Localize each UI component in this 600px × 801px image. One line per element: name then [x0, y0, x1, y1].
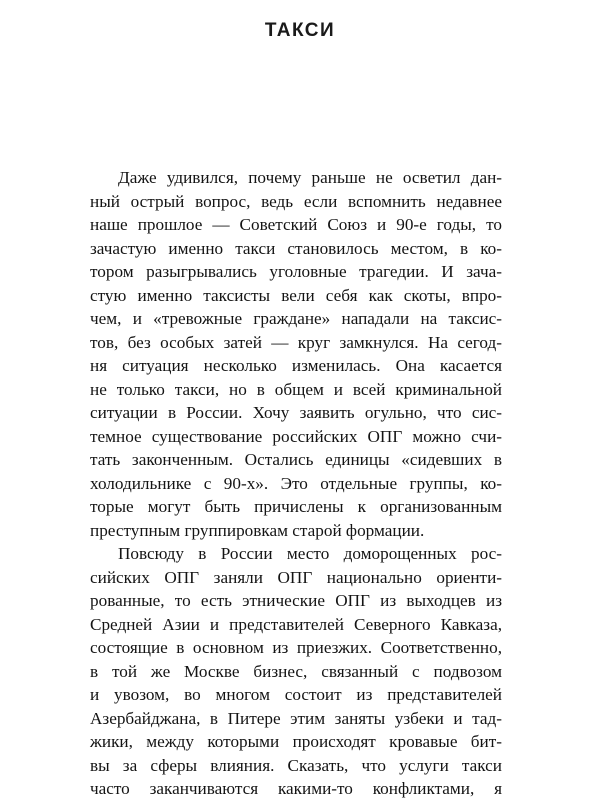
- text-line: чем, и «тревожные граждане» нападали на таксис-: [90, 309, 502, 328]
- text-line: Средней Азии и представителей Северного Кавказа,: [90, 614, 502, 634]
- paragraph-2: [90, 542, 502, 801]
- chapter-title: ТАКСИ: [264, 20, 336, 41]
- text-line: не только такси, но в общем и всей криминальной: [90, 379, 502, 399]
- text-line: Азербайджана, в Питере этим заняты узбеки и тад-: [90, 708, 502, 728]
- text-line: преступным группировкам старой формации.: [90, 520, 425, 540]
- text-line: сийских ОПГ заняли ОПГ национально ориенти-: [90, 567, 502, 587]
- text-line: жики, между которыми происходят кровавые бит-: [90, 732, 502, 751]
- text-line: наше прошлое — Советский Союз и 90-е годы, то: [90, 215, 502, 234]
- text-line: тать законченным. Остались единицы «сидевших в: [90, 450, 502, 469]
- text-line: холодильнике с 90-х». Это отдельные группы, ко-: [90, 473, 502, 493]
- text-line: вы за сферы влияния. Сказать, что услуги такси: [90, 755, 502, 775]
- text-line: тором разыгрывались уголовные трагедии. И зача-: [90, 262, 502, 281]
- text-line: в той же Москве бизнес, связанный с подвозом: [90, 661, 502, 681]
- text-line: стую именно таксисты вели себя как скоты, впро-: [90, 285, 502, 305]
- text-line: ный острый вопрос, ведь если вспомнить недавнее: [90, 191, 502, 211]
- text-line: ситуации в России. Хочу заявить огульно, что сис-: [90, 403, 502, 422]
- text-line: ня ситуация несколько изменилась. Она касается: [90, 356, 502, 375]
- text-line: рованные, то есть этнические ОПГ из выходцев из: [90, 591, 502, 610]
- chapter-body: [90, 166, 502, 801]
- text-line: тов, без особых затей — круг замкнулся. На сегод-: [90, 332, 502, 352]
- paragraph-1: [90, 166, 502, 542]
- text-line: зачастую именно такси становилось местом, в ко-: [90, 238, 502, 258]
- text-line: и увозом, во многом состоит из представителей: [90, 685, 502, 704]
- text-line: Даже удивился, почему раньше не осветил дан-: [118, 168, 502, 187]
- text-line: состоящие в основном из приезжих. Соответственно,: [90, 638, 502, 657]
- text-line: темное существование российских ОПГ можно счи-: [90, 426, 502, 446]
- text-line: Повсюду в России место доморощенных рос-: [118, 544, 502, 563]
- text-line: торые могут быть причислены к организованным: [90, 497, 502, 516]
- text-line: часто заканчиваются какими-то конфликтами, я: [90, 779, 502, 798]
